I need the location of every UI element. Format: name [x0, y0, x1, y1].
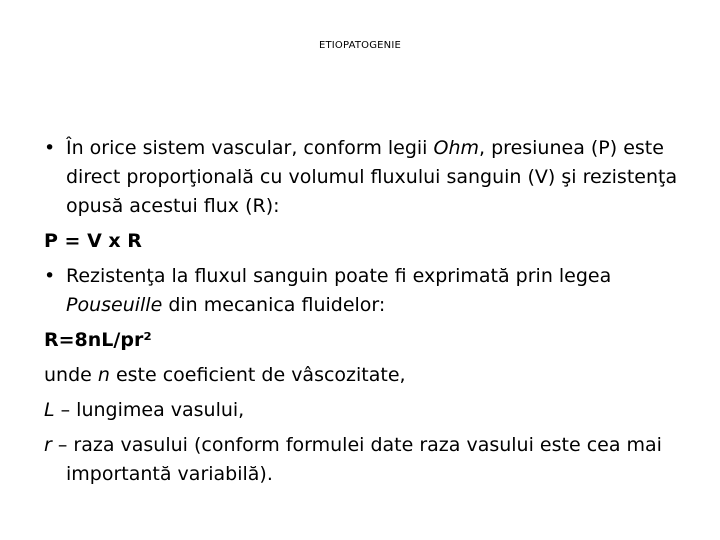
definition-r	[44, 431, 684, 489]
term-pouseuille: Pouseuille	[66, 294, 163, 316]
text-segment: din mecanica fluidelor:	[162, 294, 386, 316]
text-segment: , presiunea (P) este direct proporţională cu volumul fluxului sanguin (V) şi rezistenţa opusă acestui flux (R):	[66, 137, 678, 217]
term-L: L	[44, 399, 55, 421]
text-segment: unde	[44, 364, 98, 386]
bullet-ohm-law	[44, 134, 684, 221]
text-segment: Rezistenţa la fluxul sanguin poate fi exprimată prin legea	[66, 265, 612, 287]
slide-content	[44, 134, 684, 495]
formula-resistance: R=8nL/pr²	[44, 329, 152, 351]
definition-n	[44, 361, 684, 390]
formula-pressure: P = V x R	[44, 230, 142, 252]
bullet-pouseuille-law	[44, 262, 684, 320]
term-r: r	[44, 434, 52, 456]
term-n: n	[97, 364, 110, 386]
text-segment: În orice sistem vascular, conform legii	[66, 137, 434, 159]
text-segment: – lungimea vasului,	[54, 399, 245, 421]
bullet-icon: •	[44, 137, 56, 159]
slide-title: ETIOPATOGENIE	[318, 40, 402, 51]
term-ohm: Ohm	[433, 137, 480, 159]
text-segment: – raza vasului (conform formulei date raza vasului este cea mai importantă variabilă).	[51, 434, 662, 485]
definition-L	[44, 396, 684, 425]
bullet-icon: •	[44, 265, 56, 287]
text-segment: este coeficient de vâscozitate,	[109, 364, 406, 386]
